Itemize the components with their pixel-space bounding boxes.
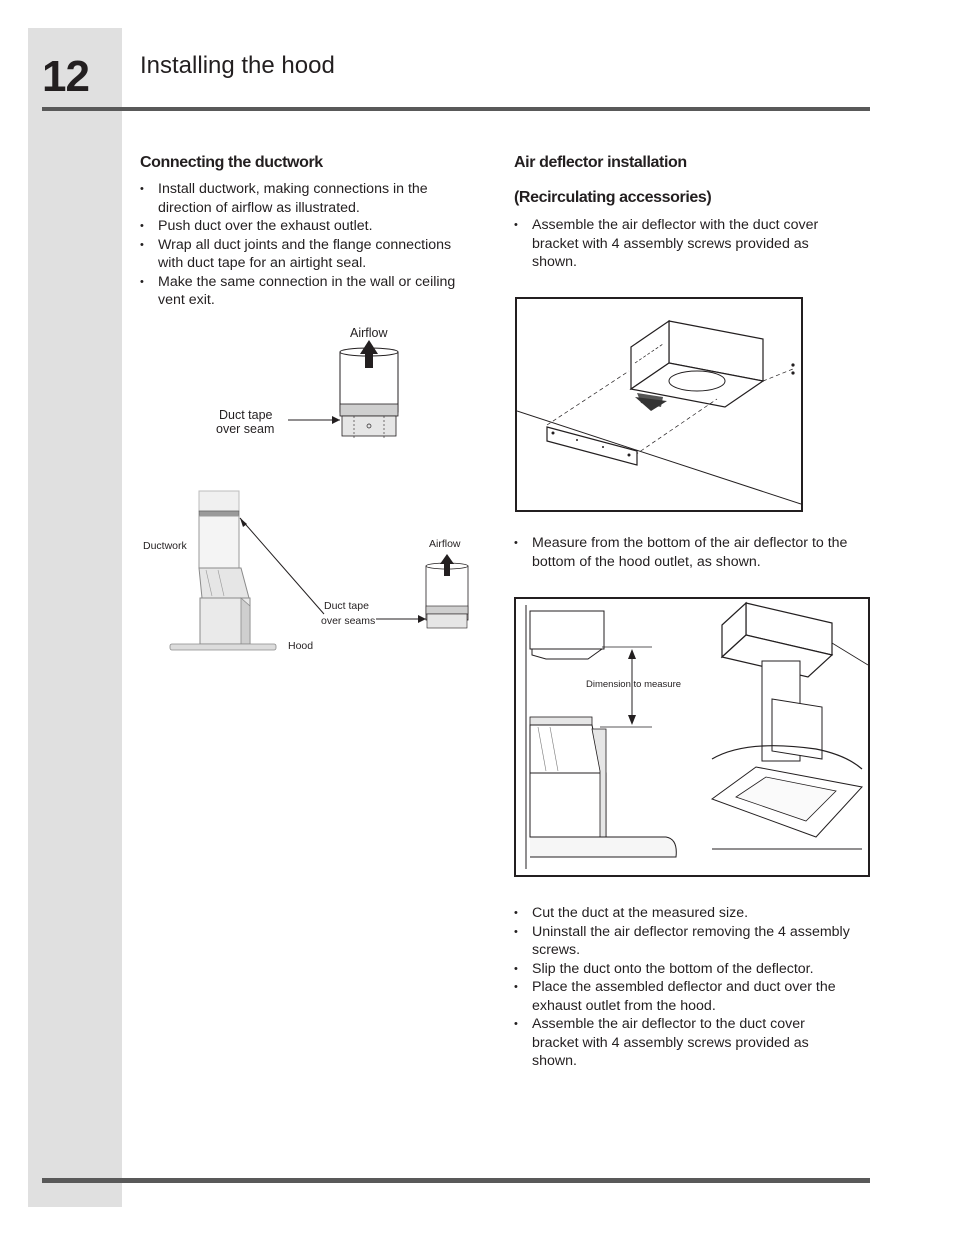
deflector-assembly-figure: [515, 297, 803, 512]
ductwork-label: Ductwork: [143, 540, 187, 552]
page-number: 12: [42, 52, 89, 101]
hood-installation-figure: [140, 488, 480, 663]
deflector-assembly-illustration: [517, 299, 801, 510]
duct-tape-label-2: Duct tape: [324, 600, 369, 612]
list-item: • Cut the duct at the measured size.: [514, 904, 852, 923]
hood-label: Hood: [288, 640, 314, 652]
footer-rule: [42, 1178, 870, 1183]
airflow-label-2: Airflow: [429, 538, 461, 550]
duct-tape-illustration: [200, 320, 420, 470]
heading-connecting-ductwork: Connecting the ductwork: [140, 154, 323, 171]
list-item: • Push duct over the exhaust outlet.: [140, 217, 475, 236]
duct-tape-label: Duct tape: [219, 408, 273, 422]
list-item: • Wrap all duct joints and the flange connections with duct tape for an airtight seal.: [140, 236, 475, 273]
page-title: Installing the hood: [140, 52, 335, 79]
list-item: • Assemble the air deflector to the duct cover bracket with 4 assembly screws provided as shown.: [514, 1015, 852, 1071]
list-item: • Install ductwork, making connections in the direction of airflow as illustrated.: [140, 180, 475, 217]
over-seams-label: over seams: [321, 615, 376, 627]
list-item: • Assemble the air deflector with the duct cover bracket with 4 assembly screws provided as shown.: [514, 216, 852, 272]
list-item: • Uninstall the air deflector removing the 4 assembly screws.: [514, 923, 852, 960]
dimension-label: Dimension to measure: [586, 679, 682, 690]
list-item: • Measure from the bottom of the air deflector to the bottom of the hood outlet, as shown.: [514, 534, 852, 571]
heading-air-deflector: Air deflector installation: [514, 154, 687, 171]
header-rule: [42, 107, 870, 111]
list-item: • Make the same connection in the wall or ceiling vent exit.: [140, 273, 475, 310]
page-sidebar: [28, 28, 122, 1207]
dimension-measure-figure: [514, 597, 870, 877]
final-steps-list: [514, 904, 852, 1071]
measure-step-list: [514, 534, 852, 571]
over-seam-label: over seam: [216, 422, 275, 436]
dimension-measure-illustration: [516, 599, 868, 875]
deflector-assembly-list: [514, 216, 852, 272]
hood-installation-illustration: [140, 488, 480, 663]
list-item: • Place the assembled deflector and duct over the exhaust outlet from the hood.: [514, 978, 852, 1015]
ductwork-steps-list: [140, 180, 475, 310]
heading-recirculating: (Recirculating accessories): [514, 189, 712, 206]
list-item: • Slip the duct onto the bottom of the deflector.: [514, 960, 852, 979]
airflow-label: Airflow: [350, 326, 388, 340]
duct-tape-figure: [200, 320, 420, 470]
